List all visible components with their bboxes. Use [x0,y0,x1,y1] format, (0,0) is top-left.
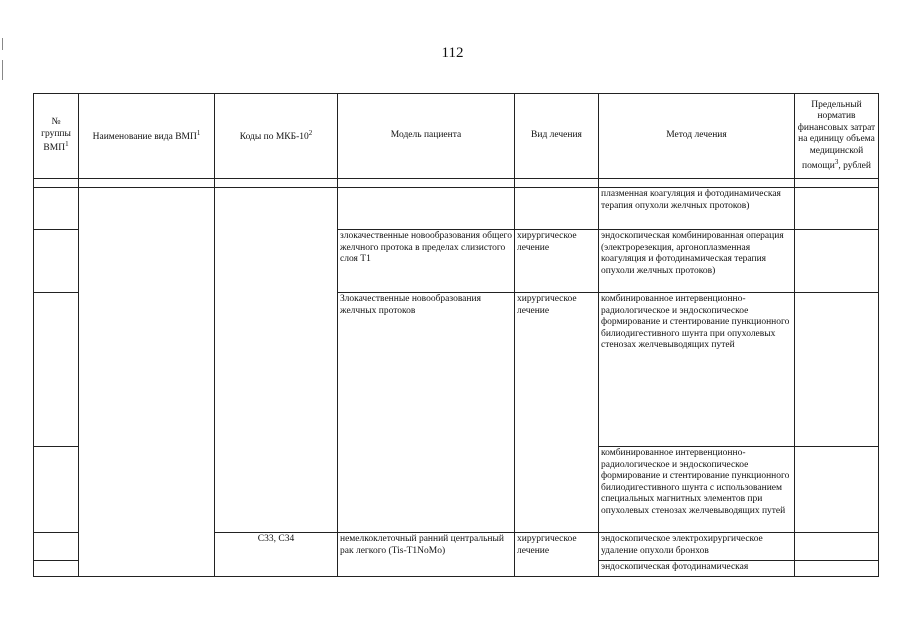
header-icd-codes: Коды по МКБ-$10^2$ [215,94,338,179]
patient-model-cell: немелкоклеточный ранний центральный рак легкого (Tis-T1NoMo) [338,533,515,577]
icd-codes-cell [215,188,338,533]
treatment-method-cell: эндоскопическое электрохирургическое удаление опухоли бронхов [599,533,795,561]
header-cost-norm: Предельный норматив финансовых затрат на единицу объема медицинской помощи$^3$, рублей [795,94,879,179]
spacer-row [34,179,879,188]
treatment-type-cell: хирургическое лечение [515,230,599,293]
patient-model-cell [338,188,515,230]
header-row [34,94,879,179]
page-number: 112 [441,45,464,61]
header-treatment-type: Вид лечения [515,94,599,179]
treatment-type-cell: хирургическое лечение [515,293,599,533]
header-vmp-name: Наименование вида ВМП$^1$ [79,94,215,179]
header-patient-model: Модель пациента [338,94,515,179]
icd-codes-cell: C33, C34 [215,533,338,577]
header-treatment-method: Метод лечения [599,94,795,179]
table-row [34,188,879,230]
treatment-method-cell: плазменная коагуляция и фотодинамическая терапия опухоли желчных протоков) [599,188,795,230]
vmp-name-cell [79,188,215,577]
treatment-method-cell: комбинированное интервенционно-радиологическое и эндоскопическое формирование и стентирование пункционного билиодигестивного шунта с использованием специальных магнитных элементов при опухолевых стенозах желчевыводящих путей [599,447,795,533]
treatment-type-cell [515,188,599,230]
vmp-table [33,93,879,577]
treatment-method-cell: эндоскопическая комбинированная операция (электрорезекция, аргоноплазменная коагуляция и фотодинамическая терапия опухоли желчных протоков) [599,230,795,293]
header-group-no: № группы ВМП$^1$ [34,94,79,179]
treatment-method-cell: комбинированное интервенционно-радиологическое и эндоскопическое формирование и стентирование пункционного билиодигестивного шунта при опухолевых стенозах желчевыводящих путей [599,293,795,447]
treatment-method-cell: эндоскопическая фотодинамическая [599,561,795,577]
scan-margin-mark [2,60,3,80]
patient-model-cell: Злокачественные новообразования желчных протоков [338,293,515,533]
patient-model-cell: злокачественные новообразования общего желчного протока в пределах слизистого слоя T1 [338,230,515,293]
treatment-type-cell: хирургическое лечение [515,533,599,577]
